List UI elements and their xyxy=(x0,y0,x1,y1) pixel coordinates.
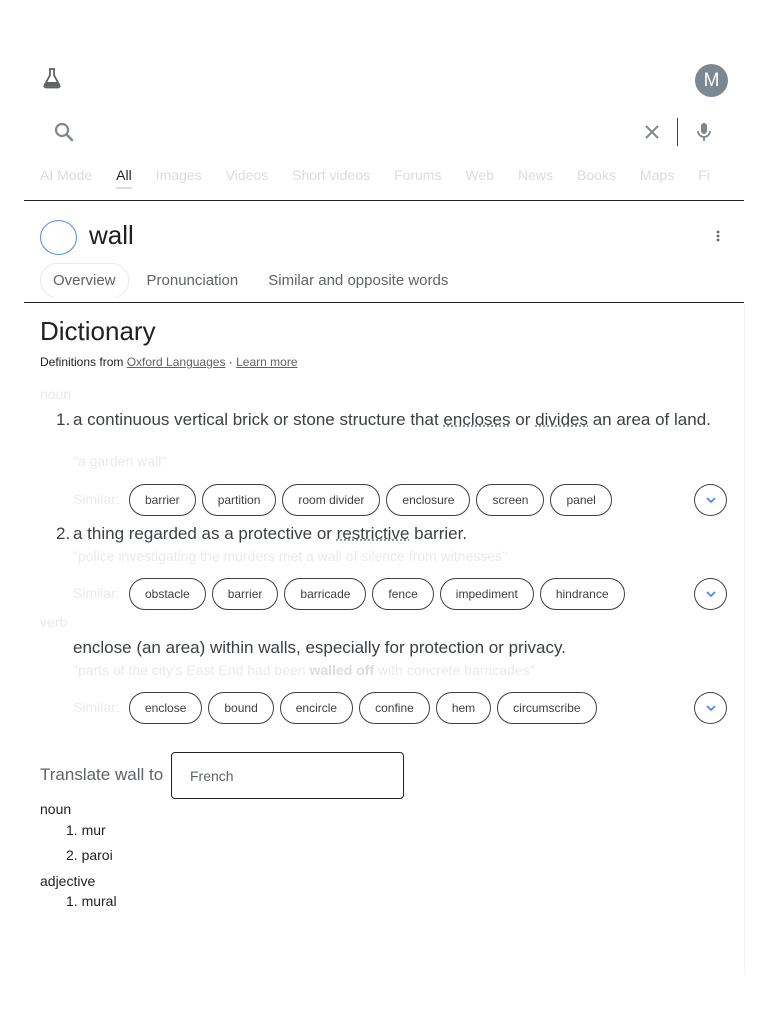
expand-similar-button[interactable] xyxy=(694,578,727,610)
word-link-divides[interactable]: divides xyxy=(535,410,588,429)
translation-item[interactable]: 1. mural xyxy=(66,893,117,909)
avatar[interactable]: M xyxy=(695,64,728,97)
similar-chip[interactable]: enclosure xyxy=(386,484,470,516)
chevron-down-icon xyxy=(704,701,718,715)
similar-chip[interactable]: partition xyxy=(202,484,277,516)
similar-chip[interactable]: barrier xyxy=(129,484,196,516)
tab-web[interactable]: Web xyxy=(465,167,495,183)
translation-item[interactable]: 1. mur xyxy=(66,822,106,838)
definition-text xyxy=(73,410,716,430)
source-separator: · xyxy=(225,355,237,369)
definition-text: enclose (an area) within walls, especially for protection or privacy. xyxy=(73,638,566,657)
similar-label: Similar: xyxy=(73,699,120,715)
dictionary-source xyxy=(40,355,298,369)
top-bar xyxy=(0,0,768,110)
similar-chip[interactable]: barricade xyxy=(284,578,366,610)
tab-short-videos[interactable]: Short videos xyxy=(292,167,371,183)
similar-chip[interactable]: circumscribe xyxy=(497,692,596,724)
example-part: "parts of the city's East End had been xyxy=(73,662,310,678)
similar-chip[interactable]: screen xyxy=(476,484,544,516)
more-vert-icon[interactable] xyxy=(710,224,726,248)
similar-chip[interactable]: fence xyxy=(372,578,433,610)
definition-number: 1. xyxy=(56,410,71,429)
similar-label: Similar: xyxy=(73,491,120,507)
oxford-languages-link[interactable]: Oxford Languages xyxy=(126,355,226,369)
similar-chips xyxy=(129,484,618,516)
similar-chip[interactable]: encircle xyxy=(280,692,353,724)
definition-1 xyxy=(56,410,716,430)
word-link-restrictive[interactable]: restrictive xyxy=(336,524,410,543)
translate-language-input[interactable] xyxy=(171,752,404,799)
search-icon xyxy=(52,120,76,144)
translate-pos-noun: noun xyxy=(40,801,72,817)
pos-verb: verb xyxy=(40,614,68,630)
translate-row xyxy=(40,752,540,800)
definition-number: 2. xyxy=(56,524,71,543)
learn-more-link[interactable]: Learn more xyxy=(236,355,298,369)
search-divider xyxy=(677,118,678,146)
similar-chip[interactable]: bound xyxy=(208,692,273,724)
definition-part: barrier. xyxy=(409,524,468,543)
word-link-encloses[interactable]: encloses xyxy=(443,410,511,429)
dictionary-title: Dictionary xyxy=(40,316,156,346)
similar-chip[interactable]: hindrance xyxy=(540,578,625,610)
definition-text xyxy=(73,524,716,544)
definition-part: a thing regarded as a protective or xyxy=(73,524,337,543)
translation-item[interactable]: 2. paroi xyxy=(66,847,113,863)
expand-similar-button[interactable] xyxy=(694,692,727,724)
mic-icon[interactable] xyxy=(692,120,716,144)
similar-chip[interactable]: enclose xyxy=(129,692,202,724)
word-title: wall xyxy=(89,220,134,250)
example-2: "police investigating the murders met a wall of silence from witnesses" xyxy=(73,548,508,564)
similar-chip[interactable]: panel xyxy=(550,484,611,516)
definition-part: a continuous vertical brick or stone structure that xyxy=(73,410,444,429)
translate-pos-adjective: adjective xyxy=(40,873,96,889)
expand-similar-button[interactable] xyxy=(694,484,727,516)
search-tabs xyxy=(40,160,768,194)
similar-row-2 xyxy=(73,578,733,610)
definition-part: or xyxy=(510,410,536,429)
tab-videos[interactable]: Videos xyxy=(225,167,269,183)
word-tab-overview[interactable]: Overview xyxy=(40,263,129,297)
search-input[interactable] xyxy=(96,118,656,146)
tab-images[interactable]: Images xyxy=(155,167,202,183)
similar-chips xyxy=(129,578,631,610)
tab-maps[interactable]: Maps xyxy=(639,167,675,183)
example-verb xyxy=(73,662,535,678)
similar-chips xyxy=(129,692,603,724)
search-bar xyxy=(40,112,728,152)
source-prefix: Definitions from xyxy=(40,355,127,369)
clear-icon[interactable] xyxy=(640,120,664,144)
tab-ai-mode[interactable]: AI Mode xyxy=(40,167,93,183)
similar-row-verb xyxy=(73,692,733,724)
definition-part: an area of land. xyxy=(588,410,711,429)
tab-finance[interactable]: Fi xyxy=(698,167,710,183)
speaker-circle-icon[interactable] xyxy=(40,220,77,255)
word-tab-pronunciation[interactable]: Pronunciation xyxy=(146,272,239,289)
translate-label: Translate wall to xyxy=(40,765,164,784)
tabs-divider xyxy=(24,200,744,201)
chevron-down-icon xyxy=(704,587,718,601)
tab-news[interactable]: News xyxy=(518,167,554,183)
tab-all[interactable]: All xyxy=(116,160,132,191)
similar-label: Similar: xyxy=(73,585,120,601)
similar-chip[interactable]: confine xyxy=(359,692,430,724)
pos-noun: noun xyxy=(40,386,72,402)
word-tab-similar-opposite[interactable]: Similar and opposite words xyxy=(268,272,449,289)
panel-edge xyxy=(744,303,745,975)
word-tabs-divider xyxy=(24,302,744,303)
similar-chip[interactable]: obstacle xyxy=(129,578,206,610)
labs-flask-icon[interactable] xyxy=(40,66,64,90)
similar-row-1 xyxy=(73,484,733,516)
definition-2 xyxy=(56,524,716,544)
similar-chip[interactable]: barrier xyxy=(212,578,279,610)
word-header xyxy=(40,218,740,258)
chevron-down-icon xyxy=(704,493,718,507)
tab-books[interactable]: Books xyxy=(577,167,616,183)
example-part: with concrete barricades" xyxy=(374,662,535,678)
similar-chip[interactable]: room divider xyxy=(282,484,380,516)
definition-verb xyxy=(56,638,716,658)
similar-chip[interactable]: hem xyxy=(436,692,491,724)
similar-chip[interactable]: impediment xyxy=(440,578,534,610)
example-highlight: walled off xyxy=(309,662,375,678)
word-tabs xyxy=(40,263,460,297)
example-1: "a garden wall" xyxy=(73,453,167,469)
tab-forums[interactable]: Forums xyxy=(394,167,442,183)
